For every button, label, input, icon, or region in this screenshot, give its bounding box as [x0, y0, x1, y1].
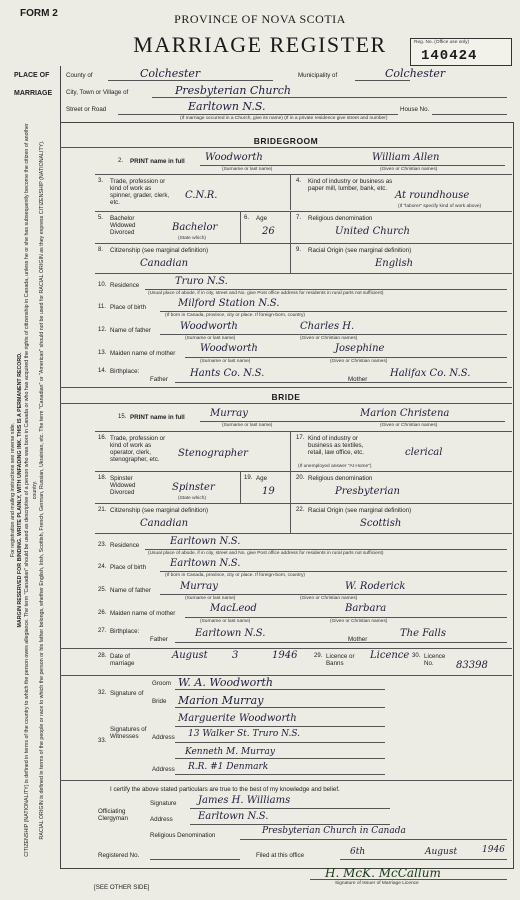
bride-father-surname: Murray [180, 581, 218, 592]
issuer-label: Signature of Issuer of Marriage Licence [335, 881, 419, 886]
marriage-label: MARRIAGE [14, 90, 53, 97]
field-number: 9. [296, 247, 302, 253]
filed-label: Filed at this office [256, 852, 305, 859]
field-number: 3. [98, 178, 104, 184]
groom-racial: English [375, 258, 414, 269]
groom-status: Bachelor [172, 222, 218, 233]
county-label: County of [66, 72, 93, 79]
groom-bp-label: Birthplace: [110, 368, 140, 375]
bride-birthplace: Earltown N.S. [170, 558, 241, 569]
city-label: City, Town or Village of [66, 89, 129, 96]
bride-status: Spinster [172, 482, 215, 493]
groom-status-label: Bachelor Widowed Divorced [110, 215, 136, 236]
groom-bp-mother-label: Mother [348, 376, 368, 383]
filed-month: August [425, 847, 458, 857]
bride-father-given: W. Roderick [345, 581, 406, 592]
province-heading: PROVINCE OF NOVA SCOTIA [174, 12, 346, 26]
groom-father-given: Charles H. [300, 321, 355, 332]
groom-birthplace-label: Place of birth [110, 304, 147, 311]
margin-note-binding: MARGIN RESERVED FOR BINDING. WRITE PLAINLY, WITH UNFADING INK. THIS IS A PERMANENT RECORD. [17, 352, 24, 628]
groom-residence-label: Residence [110, 282, 140, 289]
filed-day: 6th [350, 847, 366, 857]
bride-bp-father-label: Father [150, 636, 168, 643]
bride-industry: clerical [405, 447, 443, 458]
field-number: 20. [296, 475, 305, 481]
bride-status-note: (State which) [178, 496, 206, 501]
groom-bp-mother: Halifax Co. N.S. [390, 368, 471, 379]
field-number: 21. [98, 507, 107, 513]
certify-statement: I certify the above stated particulars are true to the best of my knowledge and belief. [110, 786, 340, 793]
groom-religion-label: Religious denomination [308, 215, 373, 222]
field-number: 27. [98, 628, 107, 634]
bride-trade-label: Trade, profession or kind of work as operator, clerk, stenographer, etc. [110, 435, 166, 463]
issuer-signature: H. McK. McCallum [325, 866, 441, 880]
denomination-label: Religious Denomination [150, 832, 216, 839]
field-number: 2. [118, 158, 124, 164]
margin-note-racial-origin: RACIAL ORIGIN is defined in terms of the people or race to which the person or his father belongs, whether English, Irish, Scottish, French, German, Russian, Ukrainian, etc. The term "Canadian" or "American" should not be used for RACIAL ORIGIN as they express CITIZENSHIP (NATIONALITY). [38, 140, 45, 840]
bride-surname: Murray [210, 408, 248, 419]
marriage-year: 1946 [272, 650, 298, 661]
bride-trade: Stenographer [178, 448, 248, 459]
groom-birthplace-note: (If born in Canada, province, city or place. If foreign-born, country) [165, 313, 305, 318]
bride-residence-note: (Usual place of abode, if in city, street and No. give Post office address for residents in rural parts not sufficient) [148, 551, 384, 556]
father-surname-note: (Surname or last name) [185, 336, 236, 341]
groom-religion: United Church [335, 226, 410, 237]
denomination: Presbyterian Church in Canada [262, 826, 406, 836]
field-number: 30. [412, 653, 421, 659]
signature-of-label: Signature of [110, 690, 144, 697]
field-number: 22. [296, 507, 305, 513]
groom-industry-note: (If "laborer" specify kind of work above) [398, 204, 482, 209]
field-number: 25. [98, 587, 107, 593]
witness1-address: 13 Walker St. Truro N.S. [188, 729, 301, 739]
bride-mother-label: Maiden name of mother [110, 610, 176, 617]
field-number: 23. [98, 542, 107, 548]
groom-surname: Woodworth [205, 152, 263, 163]
groom-residence-note: (Usual place of abode, if in city, street and No. give Post office address for residents in rural parts not sufficient) [148, 291, 384, 296]
field-number: 6. [244, 215, 250, 221]
groom-bp-father-label: Father [150, 376, 168, 383]
clergy-address: Earltown N.S. [198, 811, 269, 822]
groom-given: William Allen [372, 152, 440, 163]
field-number: 12. [98, 327, 107, 333]
groom-residence: Truro N.S. [175, 276, 228, 287]
clergy-signature-label: Signature [150, 800, 177, 807]
groom-citizenship: Canadian [140, 258, 189, 269]
bride-print-label: PRINT name in full [130, 414, 185, 421]
bride-mother-surname: MacLeod [210, 603, 257, 614]
municipality-label: Municipality of [298, 72, 338, 79]
licence-or-banns: Licence [370, 650, 410, 661]
clergy-address-label: Address [150, 816, 173, 823]
bride-signature: Marion Murray [178, 694, 264, 707]
witness1-signature: Marguerite Woodworth [178, 713, 297, 724]
bride-residence-label: Residence [110, 542, 140, 549]
field-number: 10. [98, 282, 107, 288]
bride-sig-label: Bride [152, 698, 167, 705]
licence-banns-label: Licence or Banns [326, 653, 355, 667]
address2-label: Address [152, 766, 175, 773]
groom-mother-surname: Woodworth [200, 343, 258, 354]
filed-year: 1946 [482, 845, 505, 855]
field-number: 5. [98, 215, 104, 221]
city-value: Presbyterian Church [175, 84, 292, 97]
field-number: 24. [98, 564, 107, 570]
bridegroom-heading: BRIDEGROOM [253, 136, 319, 146]
field-number: 11. [98, 304, 106, 310]
bride-given-note: (Given or Christian names) [380, 423, 438, 428]
margin-note-citizenship: CITIZENSHIP (NATIONALITY) is defined in terms of the country to which the person owes allegiance. The term "Canadian" should be used as descriptive of a person who was born in Canada or who has acquired the rights of citizenship in Canada, unless he or she has subsequently become the citizen of another country. [24, 123, 38, 857]
groom-surname-note: (Surname or last name) [222, 167, 273, 172]
marriage-month: August [172, 650, 208, 661]
margin-note-instructions: For registration and mailing instructions see reverse side. [9, 422, 16, 558]
witness2-address: R.R. #1 Denmark [188, 762, 269, 772]
mother-surname-note: (Surname or last name) [200, 359, 251, 364]
licence-no: 83398 [456, 660, 488, 671]
field-number: 32. [98, 690, 107, 696]
address1-label: Address [152, 734, 175, 741]
registered-no-label: Registered No. [98, 852, 140, 859]
groom-signature: W. A. Woodworth [178, 676, 273, 689]
father-given-note: (Given or Christian names) [300, 336, 358, 341]
bride-industry-note: (If unemployed answer "At Home") [298, 464, 372, 469]
groom-given-note: (Given or Christian names) [380, 167, 438, 172]
groom-mother-given: Josephine [335, 343, 385, 354]
place-label: PLACE OF [14, 72, 50, 79]
groom-age: 26 [262, 226, 275, 237]
county-value: Colchester [140, 67, 201, 80]
bride-mother-given-note: (Given or Christian names) [330, 619, 388, 624]
see-other-side: [SEE OTHER SIDE] [94, 884, 150, 891]
clergy-signature: James H. Williams [198, 795, 291, 806]
field-number: 28. [98, 653, 107, 659]
marriage-day: 3 [232, 650, 239, 661]
bride-given: Marion Christena [360, 408, 450, 419]
groom-father-surname: Woodworth [180, 321, 238, 332]
groom-age-label: Age [256, 215, 268, 222]
street-label: Street or Road [66, 106, 107, 113]
house-label: House No. [400, 106, 430, 113]
field-number: 13. [98, 350, 107, 356]
form-label: FORM 2 [20, 8, 58, 19]
reg-no-value: 140424 [421, 48, 478, 64]
field-number: 14. [98, 368, 107, 374]
bride-religion: Presbyterian [335, 486, 400, 497]
bride-bp-father: Earltown N.S. [195, 628, 266, 639]
licence-no-label: Licence No. [424, 653, 446, 667]
bride-racial: Scottish [360, 518, 402, 529]
bride-bp-mother-label: Mother [348, 636, 368, 643]
groom-racial-label: Racial Origin (see marginal definition) [308, 247, 412, 254]
field-number: 17. [296, 435, 305, 441]
page-title: MARRIAGE REGISTER [133, 32, 387, 57]
bride-racial-label: Racial Origin (see marginal definition) [308, 507, 412, 514]
groom-citizenship-label: Citizenship (see marginal definition) [110, 247, 209, 254]
groom-mother-label: Maiden name of mother [110, 350, 176, 357]
street-note: (If marriage occurred in a Church, give its name) (If in a private residence give street and number) [180, 116, 388, 121]
groom-bp-father: Hants Co. N.S. [190, 368, 265, 379]
groom-birthplace: Milford Station N.S. [178, 298, 280, 309]
mother-given-note: (Given or Christian names) [330, 359, 388, 364]
field-number: 8. [98, 247, 104, 253]
groom-status-note: (State which) [178, 236, 206, 241]
field-number: 15. [118, 414, 127, 420]
field-number: 33. [98, 738, 107, 744]
bride-bp-label: Birthplace: [110, 628, 140, 635]
bride-surname-note: (Surname or last name) [222, 423, 273, 428]
groom-industry-label: Kind of industry or business as paper mill, lumber, bank, etc. [308, 178, 393, 192]
bride-heading: BRIDE [271, 392, 301, 402]
field-number: 19. [244, 475, 253, 481]
place-divider [60, 66, 61, 122]
field-number: 7. [296, 215, 302, 221]
bride-father-given-note: (Given or Christian names) [300, 596, 358, 601]
margin-notes [6, 120, 50, 860]
groom-print-label: PRINT name in full [130, 158, 185, 165]
bride-residence: Earltown N.S. [170, 536, 241, 547]
field-number: 16. [98, 435, 107, 441]
clergy-label: Officiating Clergyman [98, 808, 128, 822]
bride-citizenship: Canadian [140, 518, 189, 529]
witnesses-label: Signatures of Witnesses [110, 726, 147, 740]
groom-trade-label: Trade, profession or kind of work as spinner, grader, clerk, etc. [110, 178, 170, 206]
municipality-value: Colchester [385, 67, 446, 80]
bride-industry-label: Kind of industry or business as textiles, retail, law office, etc. [308, 435, 364, 456]
bride-age-label: Age [256, 475, 268, 482]
witness2-signature: Kenneth M. Murray [185, 747, 276, 757]
groom-industry: At roundhouse [395, 190, 470, 201]
street-value: Earltown N.S. [188, 100, 266, 113]
field-number: 4. [296, 178, 302, 184]
field-number: 29. [314, 653, 323, 659]
groom-sig-label: Groom [152, 680, 171, 687]
bride-age: 19 [262, 486, 275, 497]
field-number: 26. [98, 610, 107, 616]
field-number: 18. [98, 475, 107, 481]
bride-birthplace-label: Place of birth [110, 564, 147, 571]
bride-mother-given: Barbara [345, 603, 387, 614]
bride-religion-label: Religious denomination [308, 475, 373, 482]
bride-father-label: Name of father [110, 587, 151, 594]
bride-birthplace-note: (If born in Canada, province, city or place. If foreign-born, country) [165, 573, 305, 578]
bride-mother-surname-note: (Surname or last name) [200, 619, 251, 624]
reg-no-box [410, 38, 512, 66]
groom-father-label: Name of father [110, 327, 151, 334]
bride-father-surname-note: (Surname or last name) [185, 596, 236, 601]
reg-no-label: Reg. No. (Office use only) [414, 40, 470, 45]
marriage-date-label: Date of marriage [110, 653, 135, 667]
bride-status-label: Spinster Widowed Divorced [110, 475, 136, 496]
bride-citizenship-label: Citizenship (see marginal definition) [110, 507, 209, 514]
bride-bp-mother: The Falls [400, 628, 446, 639]
groom-trade: C.N.R. [185, 190, 218, 201]
